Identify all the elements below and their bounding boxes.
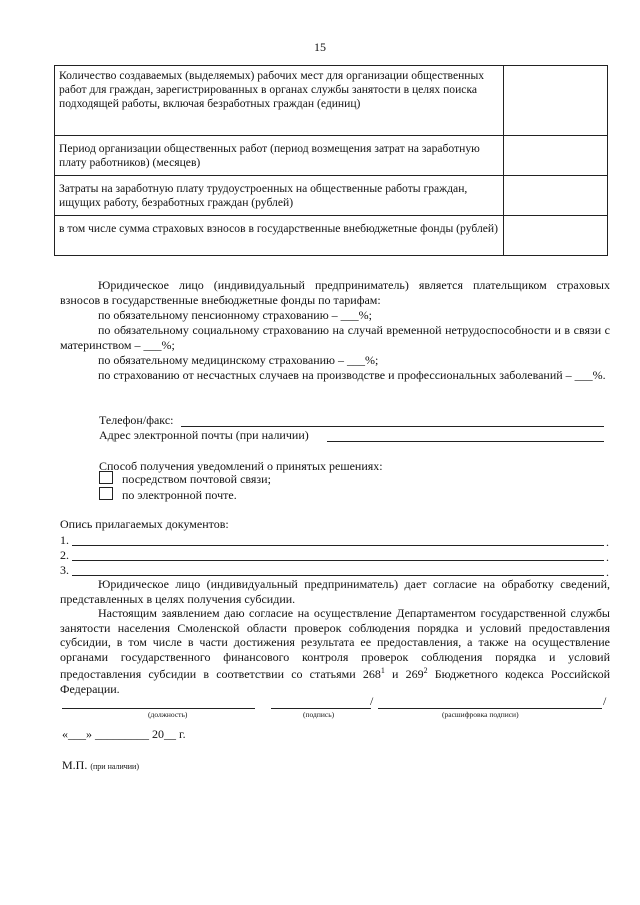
attachment-number: 2. bbox=[60, 548, 69, 562]
insurance-social: по обязательному социальному страхованию на случай временной нетрудоспособности и в связи с материнством – ___%; bbox=[60, 323, 610, 352]
decode-slash: / bbox=[603, 694, 607, 708]
consent-text: Настоящим заявлением даю согласие на осуществление Департаментом государственной службы занятости населения Смоленской области проверок соблюдения порядка и условий предоставления субсидии, в том числе в части достижения результата ее предоставления, а также на осуществление органами государственного финансового контроля проверок соблюдения порядка и условий предоставления субсидии в соответствии со статьями 268 bbox=[60, 606, 610, 681]
table-cell-label: Количество создаваемых (выделяемых) рабочих мест для организации общественных работ для граждан, зарегистрированных в органах службы занятости в целях поиска подходящей работы, включая безработных граждан (единиц) bbox=[55, 66, 504, 136]
attachment-line-3[interactable] bbox=[72, 575, 604, 576]
stamp-label bbox=[62, 758, 139, 775]
attachment-line-1[interactable] bbox=[72, 545, 604, 546]
notification-title: Способ получения уведомлений о принятых решениях: bbox=[99, 459, 383, 473]
page-number: 15 bbox=[314, 40, 326, 54]
insurance-medical: по обязательному медицинскому страхованию – ___%; bbox=[98, 353, 379, 367]
attachment-number: 1. bbox=[60, 533, 69, 547]
table-cell-label: Период организации общественных работ (период возмещения затрат на заработную плату работников) (месяцев) bbox=[55, 136, 504, 176]
table-cell-value[interactable] bbox=[504, 136, 608, 176]
footnote-mark: 2 bbox=[423, 666, 428, 675]
checkbox-email[interactable] bbox=[99, 487, 113, 500]
attachment-number: 3. bbox=[60, 563, 69, 577]
option-email: по электронной почте. bbox=[122, 488, 237, 502]
punct: . bbox=[606, 565, 609, 579]
position-caption: (должность) bbox=[148, 710, 188, 719]
stamp-note: (при наличии) bbox=[90, 762, 139, 771]
footnote-mark: 1 bbox=[380, 666, 385, 675]
decode-line[interactable] bbox=[378, 708, 602, 709]
sign-caption: (подпись) bbox=[303, 710, 335, 719]
punct: . bbox=[606, 535, 609, 549]
sign-line[interactable] bbox=[271, 708, 371, 709]
insurance-accident: по страхованию от несчастных случаев на производстве и профессиональных заболеваний – ___%. bbox=[98, 368, 606, 382]
table-cell-label: Затраты на заработную плату трудоустроенных на общественные работы граждан, ищущих работу, безработных граждан (рублей) bbox=[55, 176, 504, 216]
table-row bbox=[55, 176, 608, 216]
email-field[interactable] bbox=[327, 441, 604, 442]
consent-inspections bbox=[60, 606, 610, 696]
table-row bbox=[55, 216, 608, 256]
option-postal: посредством почтовой связи; bbox=[122, 472, 271, 486]
table-cell-value[interactable] bbox=[504, 216, 608, 256]
attachments-title: Опись прилагаемых документов: bbox=[60, 517, 229, 531]
parameters-table bbox=[54, 65, 608, 256]
consent-text: Бюджетного кодекса Российской Федерации. bbox=[60, 667, 610, 696]
table-cell-value[interactable] bbox=[504, 176, 608, 216]
insurance-intro: Юридическое лицо (индивидуальный предприниматель) является плательщиком страховых взносов в государственные внебюджетные фонды по тарифам: bbox=[60, 278, 610, 307]
table-row bbox=[55, 136, 608, 176]
decode-caption: (расшифровка подписи) bbox=[442, 710, 519, 719]
attachment-line-2[interactable] bbox=[72, 560, 604, 561]
email-label: Адрес электронной почты (при наличии) bbox=[99, 428, 309, 442]
consent-data-processing: Юридическое лицо (индивидуальный предприниматель) дает согласие на обработку сведений, представленных в целях получения субсидии. bbox=[60, 577, 610, 606]
insurance-pension: по обязательному пенсионному страхованию – ___%; bbox=[98, 308, 373, 322]
date-line[interactable]: «___» _________ 20__ г. bbox=[62, 727, 186, 741]
phone-field[interactable] bbox=[181, 426, 604, 427]
phone-label: Телефон/факс: bbox=[99, 413, 174, 427]
position-line[interactable] bbox=[62, 708, 255, 709]
table-cell-value[interactable] bbox=[504, 66, 608, 136]
consent-text: и 269 bbox=[384, 667, 424, 681]
checkbox-postal[interactable] bbox=[99, 471, 113, 484]
stamp-mp: М.П. bbox=[62, 758, 88, 772]
sign-slash: / bbox=[370, 694, 374, 708]
table-cell-label: в том числе сумма страховых взносов в государственные внебюджетные фонды (рублей) bbox=[55, 216, 504, 256]
punct: . bbox=[606, 550, 609, 564]
table-row bbox=[55, 66, 608, 136]
